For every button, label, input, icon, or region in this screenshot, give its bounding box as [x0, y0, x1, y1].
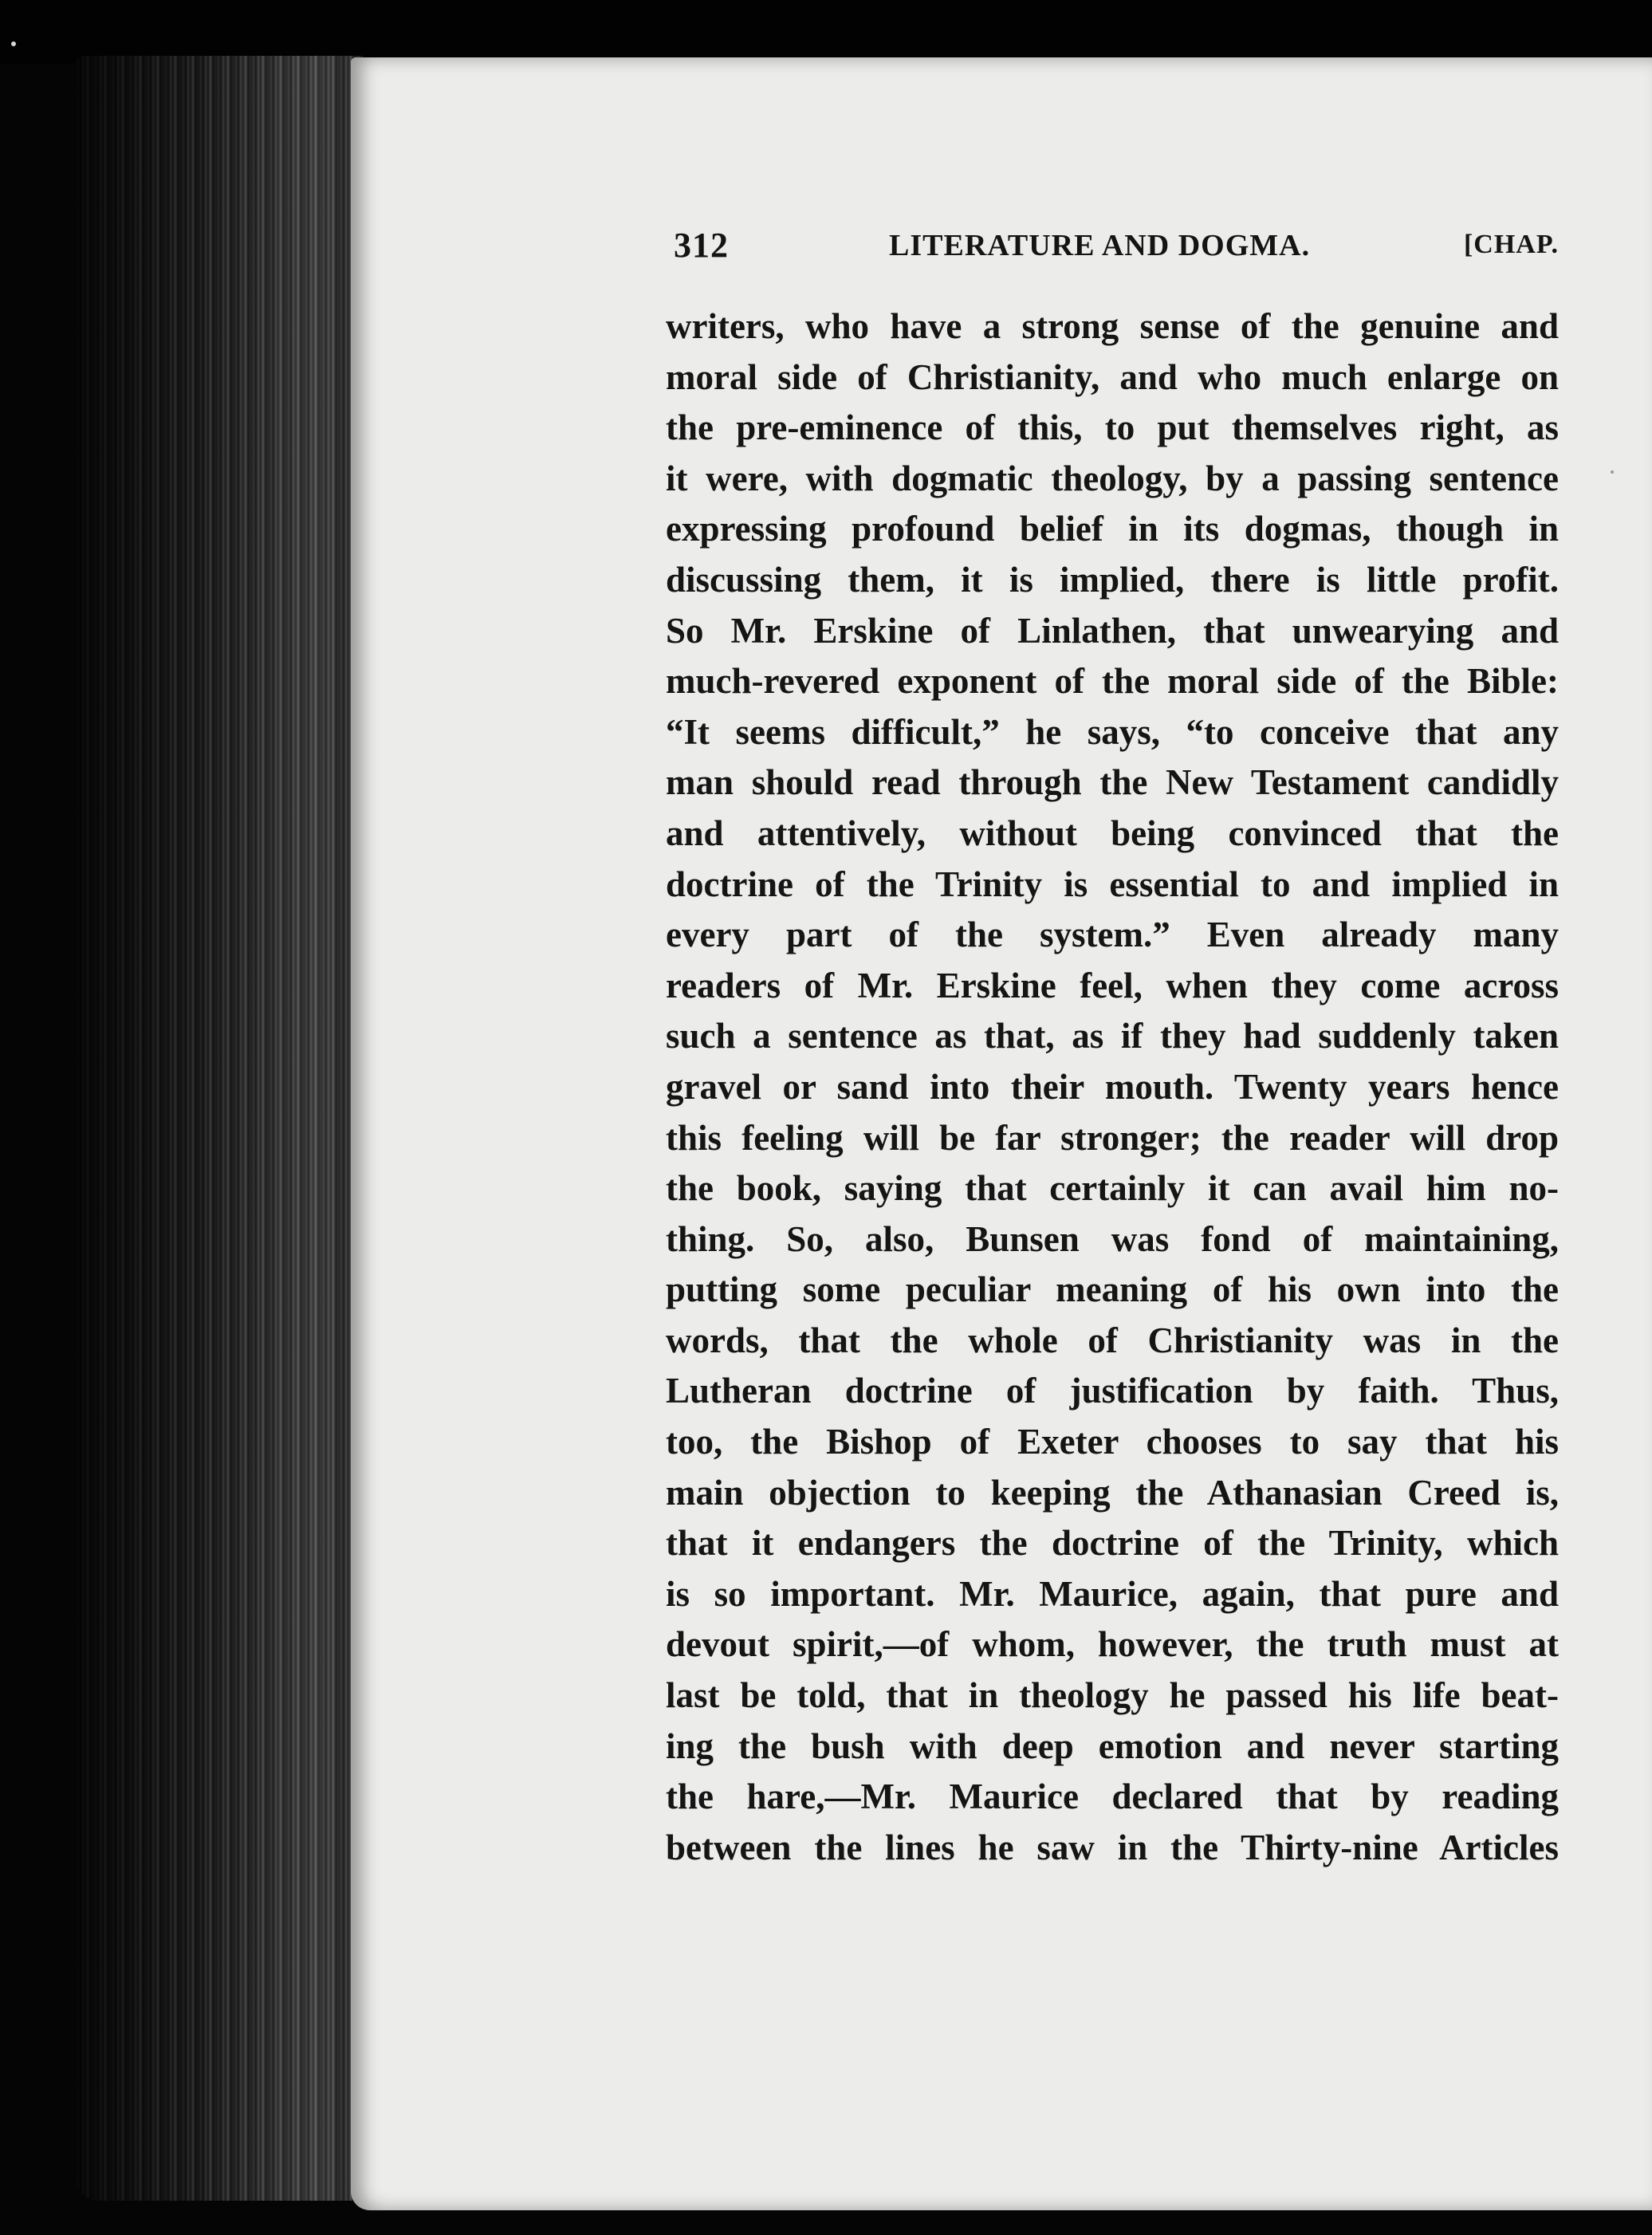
text-line: is so important. Mr. Maurice, again, that pure and: [666, 1573, 1559, 1614]
body-text: [666, 301, 1559, 1873]
chapter-mark: [CHAP.: [1463, 230, 1559, 259]
text-line: it were, with dogmatic theology, by a passing sentence: [666, 458, 1559, 498]
scan-speck: [1611, 470, 1614, 474]
running-title: LITERATURE AND DOGMA.: [889, 229, 1311, 262]
scan-speck: [11, 41, 16, 46]
text-line: expressing profound belief in its dogmas, though in: [666, 509, 1559, 549]
text-line: much-revered exponent of the moral side of the Bible:: [666, 661, 1559, 702]
text-line: between the lines he saw in the Thirty-nine Articles: [666, 1827, 1559, 1867]
text-line: readers of Mr. Erskine feel, when they come across: [666, 965, 1559, 1005]
text-line: the pre-eminence of this, to put themselves right, as: [666, 407, 1559, 448]
text-line: last be told, that in theology he passed his life beat-: [666, 1675, 1559, 1716]
text-line: man should read through the New Testament candidly: [666, 762, 1559, 803]
text-line: the hare,—Mr. Maurice declared that by reading: [666, 1777, 1559, 1817]
text-line: gravel or sand into their mouth. Twenty years hence: [666, 1066, 1559, 1107]
scan-top-border: [0, 0, 1652, 64]
text-line: too, the Bishop of Exeter chooses to say that his: [666, 1422, 1559, 1462]
text-line: this feeling will be far stronger; the reader will drop: [666, 1117, 1559, 1158]
text-line: every part of the system.” Even already many: [666, 915, 1559, 955]
text-line: So Mr. Erskine of Linlathen, that unwearying and: [666, 610, 1559, 651]
text-line: writers, who have a strong sense of the genuine and: [666, 306, 1559, 346]
text-line: devout spirit,—of whom, however, the truth must at: [666, 1624, 1559, 1665]
text-line: that it endangers the doctrine of the Trinity, which: [666, 1523, 1559, 1564]
text-line: doctrine of the Trinity is essential to and implied in: [666, 864, 1559, 904]
text-line: putting some peculiar meaning of his own into the: [666, 1269, 1559, 1310]
text-line: ing the bush with deep emotion and never starting: [666, 1725, 1559, 1766]
text-line: moral side of Christianity, and who much enlarge on: [666, 356, 1559, 397]
text-line: words, that the whole of Christianity was in the: [666, 1320, 1559, 1360]
text-line: discussing them, it is implied, there is little profit.: [666, 559, 1559, 600]
page-number: 312: [674, 226, 729, 265]
text-line: thing. So, also, Bunsen was fond of maintaining,: [666, 1218, 1559, 1259]
running-head: [674, 225, 1559, 273]
text-line: “It seems difficult,” he says, “to conceive that any: [666, 711, 1559, 752]
text-line: such a sentence as that, as if they had suddenly taken: [666, 1016, 1559, 1057]
book-edge-shadow: [76, 56, 363, 2201]
text-line: and attentively, without being convinced that the: [666, 813, 1559, 853]
text-line: main objection to keeping the Athanasian Creed is,: [666, 1472, 1559, 1513]
text-line: Lutheran doctrine of justification by faith. Thus,: [666, 1371, 1559, 1411]
text-line: the book, saying that certainly it can avail him no-: [666, 1168, 1559, 1209]
